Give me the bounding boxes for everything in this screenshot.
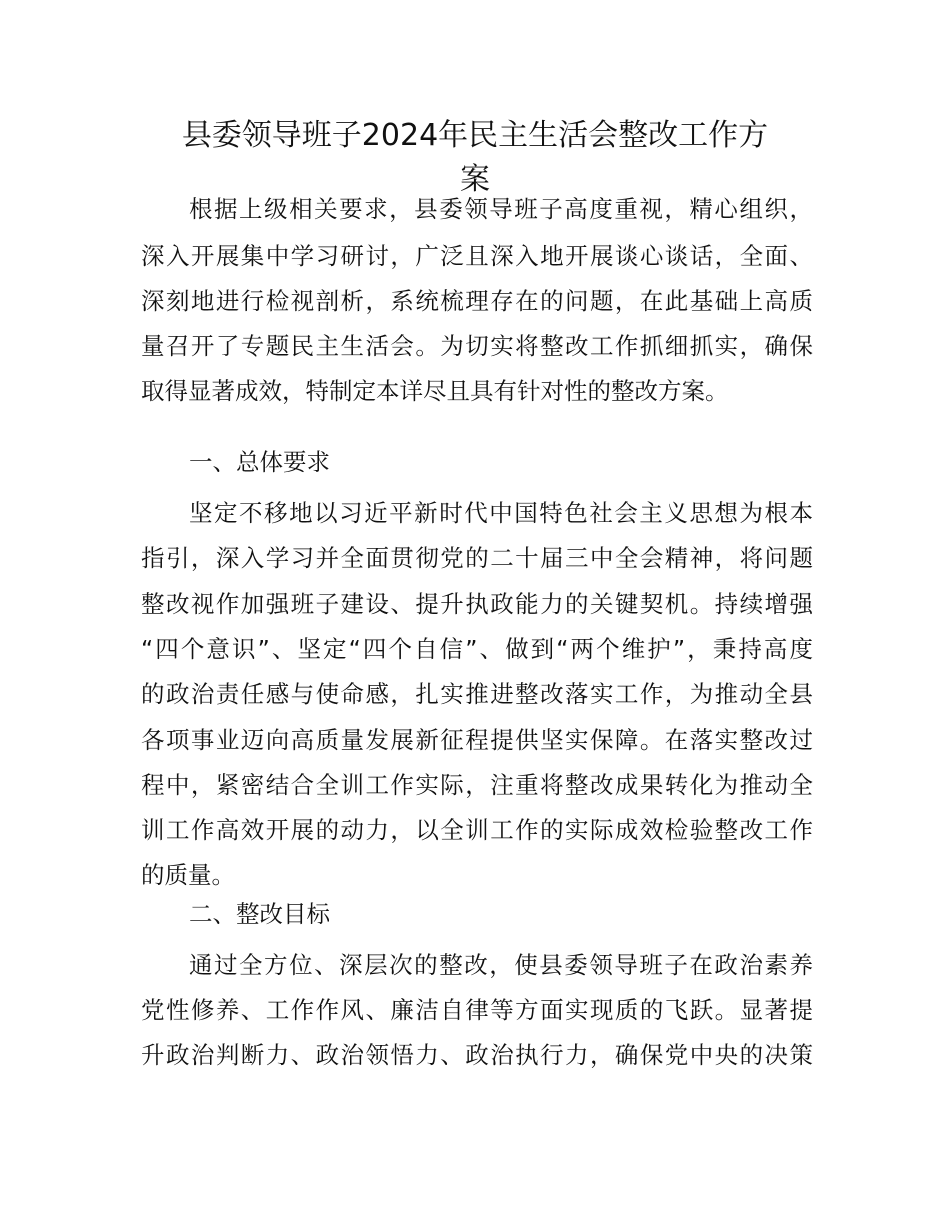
paragraph-line: 指引，深入学习并全面贯彻党的二十届三中全会精神，将问题 xyxy=(141,544,813,572)
document-title-line-2: 案 xyxy=(460,162,490,197)
section-heading: 二、整改目标 xyxy=(189,900,330,928)
paragraph-line: 坚定不移地以习近平新时代中国特色社会主义思想为根本 xyxy=(189,499,813,527)
paragraph-line: 各项事业迈向高质量发展新征程提供坚实保障。在落实整改过 xyxy=(141,726,813,754)
paragraph-line: “四个意识”、坚定“四个自信”、做到“两个维护”，秉持高度 xyxy=(141,635,813,663)
document-title-line-1: 县委领导班子2024年民主生活会整改工作方 xyxy=(181,118,769,153)
paragraph-line: 深入开展集中学习研讨，广泛且深入地开展谈心谈话，全面、 xyxy=(141,242,813,270)
paragraph-line: 量召开了专题民主生活会。为切实将整改工作抓细抓实，确保 xyxy=(141,332,813,360)
paragraph-line: 通过全方位、深层次的整改，使县委领导班子在政治素养 xyxy=(189,951,813,979)
paragraph-line: 党性修养、工作作风、廉洁自律等方面实现质的飞跃。显著提 xyxy=(141,996,813,1024)
paragraph-line: 整改视作加强班子建设、提升执政能力的关键契机。持续增强 xyxy=(141,590,813,618)
paragraph-line: 训工作高效开展的动力，以全训工作的实际成效检验整改工作 xyxy=(141,816,813,844)
paragraph-line: 程中，紧密结合全训工作实际，注重将整改成果转化为推动全 xyxy=(141,771,813,799)
paragraph-line: 的政治责任感与使命感，扎实推进整改落实工作，为推动全县 xyxy=(141,680,813,708)
paragraph-line: 取得显著成效，特制定本详尽且具有针对性的整改方案。 xyxy=(141,377,729,405)
paragraph-line: 的质量。 xyxy=(141,861,235,889)
paragraph-line: 根据上级相关要求，县委领导班子高度重视，精心组织， xyxy=(189,195,813,223)
section-heading: 一、总体要求 xyxy=(189,448,330,476)
paragraph-line: 深刻地进行检视剖析，系统梳理存在的问题，在此基础上高质 xyxy=(141,287,813,315)
paragraph-line: 升政治判断力、政治领悟力、政治执行力，确保党中央的决策 xyxy=(141,1041,813,1069)
